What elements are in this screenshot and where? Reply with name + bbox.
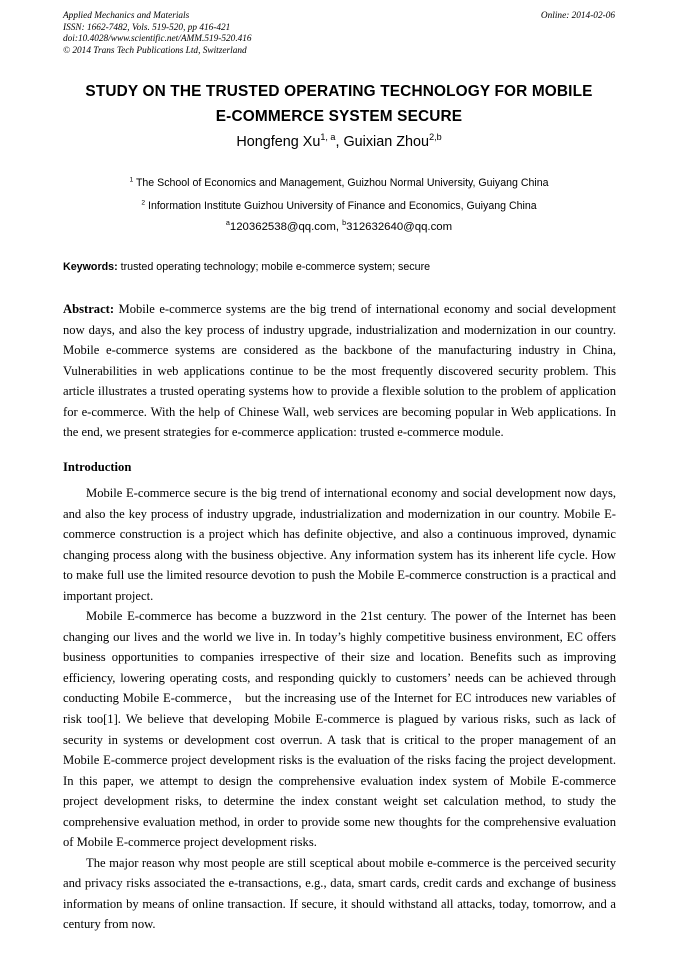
keywords-label: Keywords: <box>63 261 118 273</box>
affiliation-text: The School of Economics and Management, Guizhou Normal University, Guiyang China <box>135 177 549 189</box>
email-mark-b: b <box>342 219 347 228</box>
issn-line: ISSN: 1662-7482, Vols. 519-520, pp 416-421 <box>63 22 231 33</box>
journal-name: Applied Mechanics and Materials <box>63 11 190 21</box>
title-line-1: STUDY ON THE TRUSTED OPERATING TECHNOLOGY FOR MOBILE <box>85 83 593 100</box>
email-address-a[interactable]: 120362538@qq.com, <box>229 221 339 233</box>
body-paragraph: The major reason why most people are still sceptical about mobile e-commerce is the perceived security and privacy risks associated the e-transactions, e.g., data, smart cards, credit cards and exchange of business information by means of online transaction. If secure, it should withstand all attacks, today, tomorrow, and a century from now. <box>63 855 616 932</box>
abstract-text: Mobile e-commerce systems are the big trend of international economy and social development now days, and also the key process of industry upgrade, industrialization and modernization in our country. Mobile e-commerce systems are considered as the backbone of the manufacturing industry in China, Vulnerabilities in web applications continue to be the most frequently discovered security problem. This article illustrates a trusted operating systems how to provide a flexible solution to the problem of application for e-commerce. With the help of Chinese Wall, web services are becoming popular in Web applications. In the end, we present strategies for e-commerce application: trusted e-commerce module. <box>63 302 616 440</box>
author-separator: , <box>335 134 344 150</box>
body-paragraph: Mobile E-commerce secure is the big trend of international economy and social development now days, and also the key process of industry upgrade, industrialization and modernization in our country. Mobile E-commerce construction is a project which has definite objective, and also a continuous improved, dynamic changing process along with the business objective. Any information system has its inherent life cycle. How to make full use the limited resource devotion to push the Mobile E-commerce construction is a practical and important project. <box>63 486 616 603</box>
author-marks-2: 2,b <box>429 132 442 143</box>
online-date: Online: 2014-02-06 <box>540 11 615 21</box>
keywords-block <box>63 260 615 274</box>
affiliation-text: Information Institute Guizhou University of Finance and Economics, Guiyang China <box>148 200 537 213</box>
author-marks-1: 1, a <box>320 132 336 143</box>
journal-name-row <box>63 11 615 23</box>
abstract-block <box>63 299 616 443</box>
page-title <box>63 80 615 129</box>
affiliation-item <box>63 172 615 195</box>
journal-header <box>63 11 615 57</box>
section-heading-introduction: Introduction <box>63 460 132 474</box>
email-mark-a: a <box>225 219 230 228</box>
affiliation-list <box>63 172 615 219</box>
affiliation-item <box>63 195 615 218</box>
section-body-introduction <box>63 483 616 935</box>
body-paragraph: Mobile E-commerce has become a buzzword in the 21st century. The power of the Internet has been changing our lives and the world we live in. In today’s highly competitive business environment, EC offers business opportunities to companies irrespective of their size and location. Benefits such as improving efficiency, lowering operating costs, and responding quickly to customers’ needs can be achieved through conducting Mobile E-commerce， but the increasing use of the Internet for EC introduces new variables of risk too[1]. We believe that developing Mobile E-commerce is plagued by various risks, such as lack of security in systems or development cost overrun. A task that is critical to the proper management of an Mobile E-commerce project development risks is the evaluation of the risks facing the project development. In this paper, we attempt to design the comprehensive evaluation index system of Mobile E-commerce project development risks, to determine the index constant weight set calculation method, to study the comprehensive evaluation method, in order to provide some new thoughts for the comprehensive evaluation of Mobile E-commerce project development risks. <box>63 609 616 850</box>
affiliation-mark: 2 <box>141 199 146 207</box>
email-list <box>63 219 615 235</box>
title-line-2: E-COMMERCE SYSTEM SECURE <box>215 107 463 125</box>
author-list <box>63 133 615 152</box>
abstract-label: Abstract: <box>63 302 115 316</box>
affiliation-mark: 1 <box>129 176 134 184</box>
author-name-2: Guixian Zhou <box>343 134 430 150</box>
keywords-text: trusted operating technology; mobile e-commerce system; secure <box>117 261 431 273</box>
copyright-line: © 2014 Trans Tech Publications Ltd, Switzerland <box>63 45 247 56</box>
email-address-b[interactable]: 312632640@qq.com <box>346 221 453 233</box>
doi-line: doi:10.4028/www.scientific.net/AMM.519-520.416 <box>63 34 252 45</box>
author-name-1: Hongfeng Xu <box>236 134 321 150</box>
